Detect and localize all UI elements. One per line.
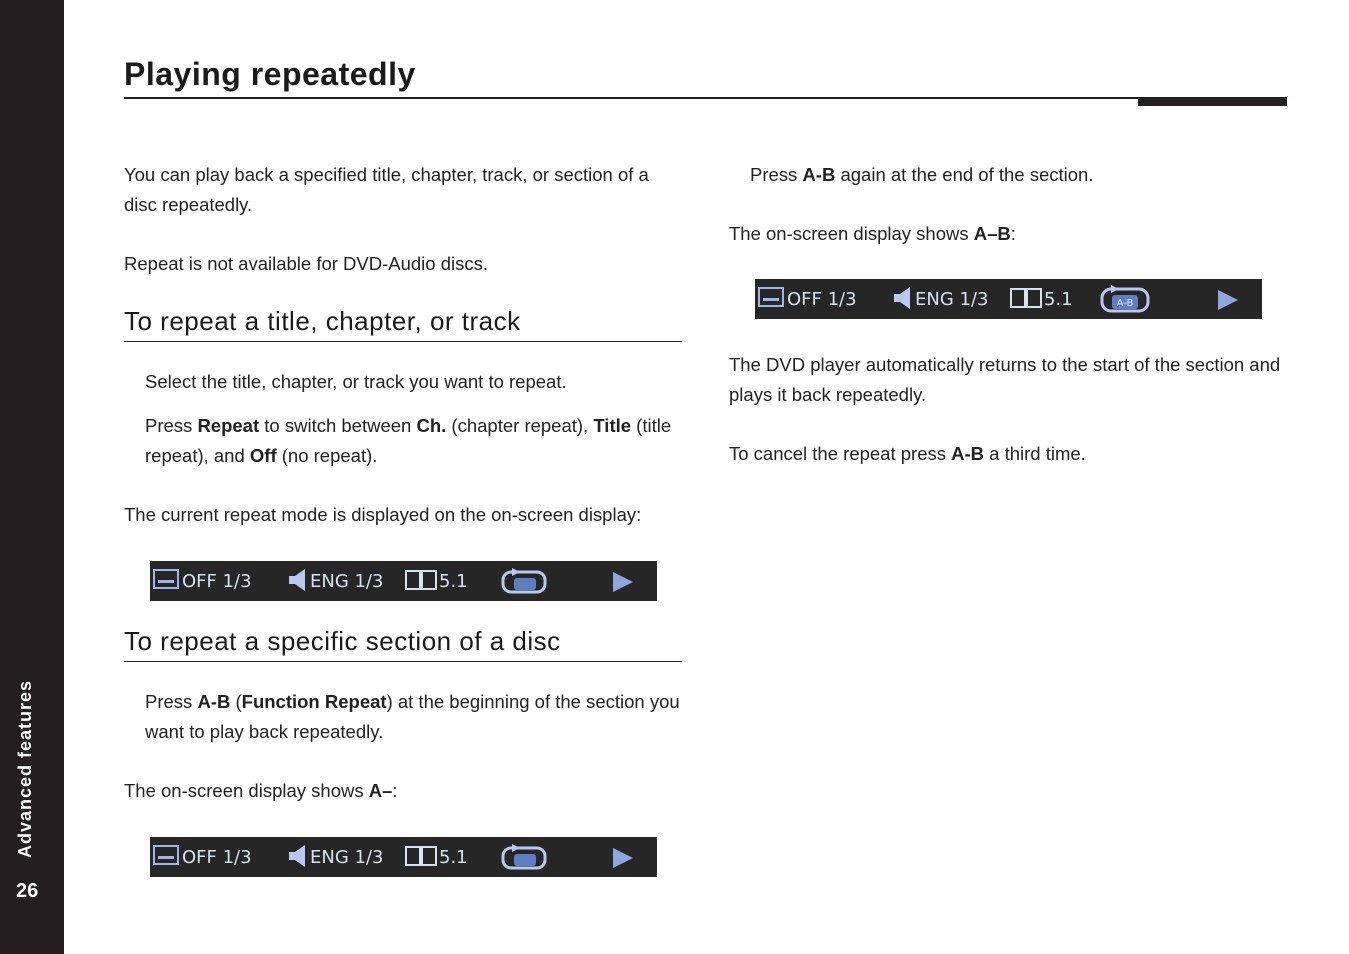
subtitle-icon — [153, 845, 179, 865]
speaker-icon — [892, 285, 914, 311]
osd-bar-3 — [755, 279, 1262, 319]
osd-audio-value: ENG 1/3 — [310, 571, 384, 592]
title-rule — [124, 97, 1287, 99]
right-column — [729, 160, 1289, 469]
speaker-icon — [287, 567, 309, 593]
osd-subtitle-value: OFF 1/3 — [182, 571, 252, 592]
osd-subtitle-value: OFF 1/3 — [182, 847, 252, 868]
osd-a-note: The on-screen display shows A–: — [124, 780, 398, 801]
osd-channels-value: 5.1 — [439, 571, 468, 592]
sidebar — [0, 0, 64, 954]
osd-ab-note: The on-screen display shows A–B: — [729, 223, 1016, 244]
osd-audio-value: ENG 1/3 — [310, 847, 384, 868]
osd-channels-value: 5.1 — [439, 847, 468, 868]
repeat-badge-text: A-B — [1116, 298, 1134, 309]
osd-audio-value: ENG 1/3 — [915, 289, 989, 310]
osd-bar-1 — [150, 561, 657, 601]
repeat-mode-note: The current repeat mode is displayed on the on-screen display: — [124, 504, 642, 525]
osd-bar-2 — [150, 837, 657, 877]
subtitle-icon — [153, 569, 179, 589]
page-title: Playing repeatedly — [124, 56, 416, 92]
repeat-icon — [500, 843, 548, 871]
page-number: 26 — [16, 880, 39, 902]
section-heading-repeat-section: To repeat a specific section of a disc — [124, 625, 682, 662]
section-heading-repeat-title: To repeat a title, chapter, or track — [124, 305, 682, 342]
dvd-audio-note: Repeat is not available for DVD-Audio discs. — [124, 253, 489, 274]
left-column — [124, 160, 682, 877]
cancel-paragraph: To cancel the repeat press A-B a third time. — [729, 443, 1086, 464]
dolby-icon — [405, 846, 437, 866]
step-press-ab: Press A-B (Function Repeat) at the beginning of the section you want to play back repeatedly. — [145, 691, 680, 742]
title-rule-block — [1138, 97, 1287, 106]
play-icon — [1216, 289, 1240, 311]
dolby-icon — [1010, 288, 1042, 308]
step-select: Select the title, chapter, or track you want to repeat. — [145, 371, 567, 392]
dolby-icon — [405, 570, 437, 590]
osd-subtitle-value: OFF 1/3 — [787, 289, 857, 310]
play-icon — [611, 847, 635, 869]
speaker-icon — [287, 843, 309, 869]
osd-channels-value: 5.1 — [1044, 289, 1073, 310]
chapter-label: Advanced features — [15, 679, 35, 858]
step-press-repeat: Press Repeat to switch between Ch. (chapter repeat), Title (title repeat), and Off (no repeat). — [145, 415, 672, 466]
play-icon — [611, 571, 635, 593]
intro-paragraph: You can play back a specified title, chapter, track, or section of a disc repeatedly. — [124, 164, 649, 215]
repeat-icon — [1099, 284, 1151, 314]
subtitle-icon — [758, 287, 784, 307]
repeat-icon — [500, 567, 548, 595]
auto-return-paragraph: The DVD player automatically returns to the start of the section and plays it back repeatedly. — [729, 354, 1281, 405]
step-press-ab-again: Press A-B again at the end of the section. — [750, 164, 1094, 185]
